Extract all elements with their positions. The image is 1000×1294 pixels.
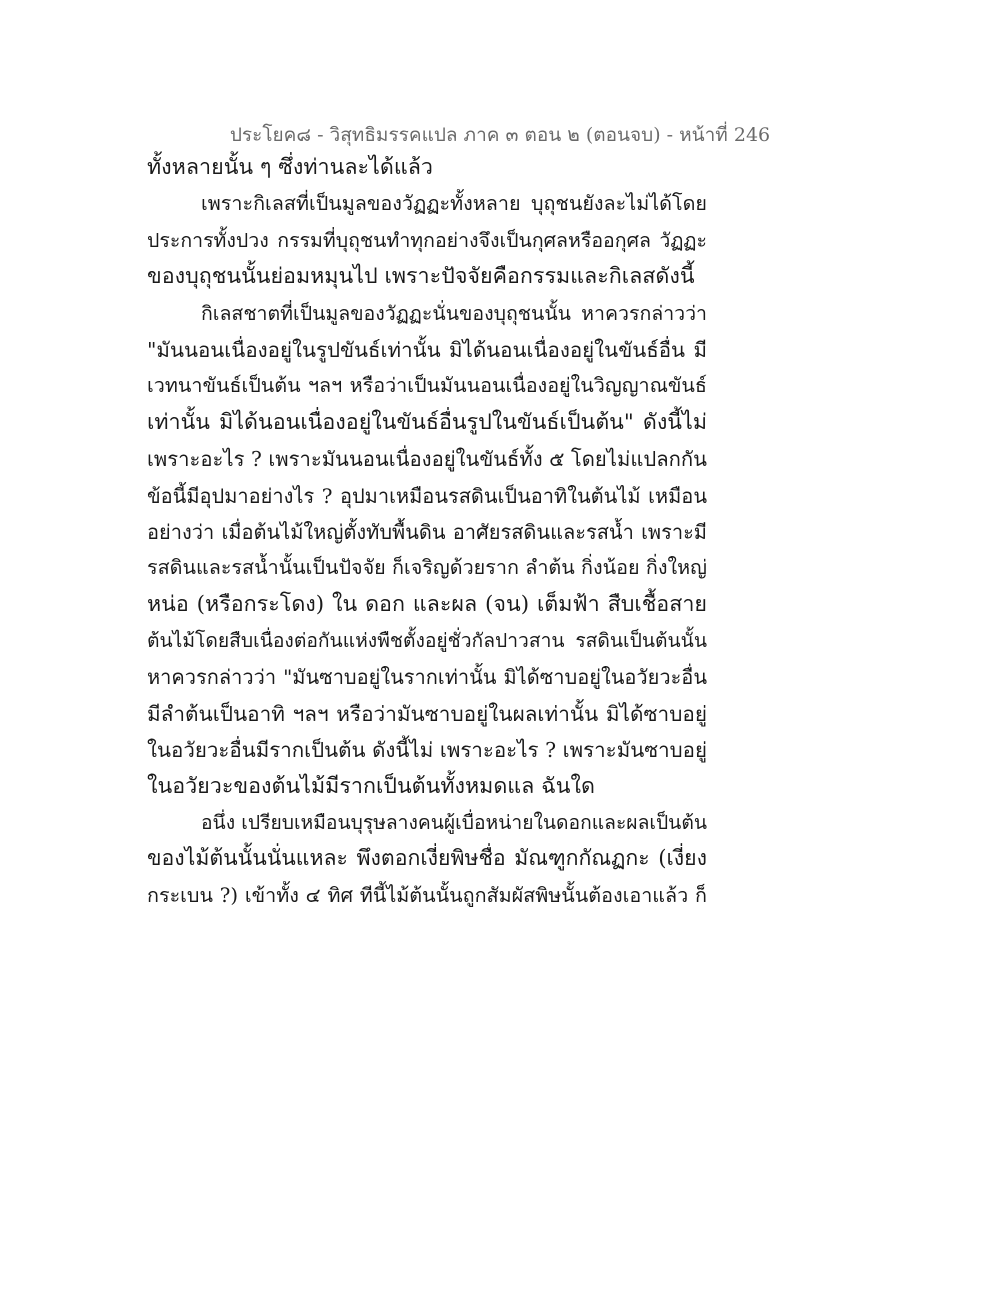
running-header: ประโยค๘ - วิสุทธิมรรคแปล ภาค ๓ ตอน ๒ (ตอนจบ) - หน้าที่ 246 <box>229 124 771 146</box>
body-text <box>147 150 707 914</box>
text-line: เวทนาขันธ์เป็นต้น ฯลฯ หรือว่าเป็นมันนอนเนื่องอยู่ในวิญญาณขันธ์ <box>147 374 707 398</box>
text-line: "มันนอนเนื่องอยู่ในรูปขันธ์เท่านั้น มิได้นอนเนื่องอยู่ในขันธ์อื่น มี <box>147 337 707 362</box>
text-line: ทั้งหลายนั้น ๆ ซึ่งท่านละได้แล้ว <box>147 155 433 180</box>
text-line: หาควรกล่าวว่า "มันซาบอยู่ในรากเท่านั้น มิได้ซาบอยู่ในอวัยวะอื่น <box>147 665 707 690</box>
text-line: อนึ่ง เปรียบเหมือนบุรุษลางคนผู้เบื่อหน่ายในดอกและผลเป็นต้น <box>201 811 707 835</box>
text-line: อย่างว่า เมื่อต้นไม้ใหญ่ตั้งทับพื้นดิน อาศัยรสดินและรสน้ำ เพราะมี <box>147 519 707 544</box>
text-line: ของบุถุชนนั้นย่อมหมุนไป เพราะปัจจัยคือกรรมและกิเลสดังนี้ <box>147 264 695 290</box>
text-line: รสดินและรสน้ำนั้นเป็นปัจจัย ก็เจริญด้วยราก ลำต้น กิ่งน้อย กิ่งใหญ่ <box>147 556 707 580</box>
text-line: ข้อนี้มีอุปมาอย่างไร ? อุปมาเหมือนรสดินเป็นอาทิในต้นไม้ เหมือน <box>147 483 707 508</box>
text-line: ในอวัยวะของต้นไม้มีรากเป็นต้นทั้งหมดแล ฉันใด <box>147 773 595 799</box>
text-line: ของไม้ต้นนั้นนั่นแหละ พึงตอกเงี่ยพิษชื่อ มัณฑูกกัณฏกะ (เงี่ยง <box>147 846 707 872</box>
text-line: มีลำต้นเป็นอาทิ ฯลฯ หรือว่ามันซาบอยู่ในผลเท่านั้น มิได้ซาบอยู่ <box>147 701 707 726</box>
text-line: หน่อ (หรือกระโดง) ใน ดอก และผล (จน) เต็มฟ้า สืบเชื้อสาย <box>147 591 707 617</box>
text-line: เพราะกิเลสที่เป็นมูลของวัฏฏะทั้งหลาย บุถุชนยังละไม่ได้โดย <box>201 192 707 216</box>
text-line: เพราะอะไร ? เพราะมันนอนเนื่องอยู่ในขันธ์ทั้ง ๕ โดยไม่แปลกกัน <box>147 447 707 472</box>
text-line: ต้นไม้โดยสืบเนื่องต่อกันแห่งพืชตั้งอยู่ชั่วกัลปาวสาน รสดินเป็นต้นนั้น <box>147 629 707 653</box>
text-line: กิเลสชาตที่เป็นมูลของวัฏฏะนั่นของบุถุชนนั้น หาควรกล่าวว่า <box>201 301 707 325</box>
text-line: กระเบน ?) เข้าทั้ง ๔ ทิศ ทีนี้ไม้ต้นนั้นถูกสัมผัสพิษนั้นต้องเอาแล้ว ก็ <box>147 883 707 907</box>
text-line: ประการทั้งปวง กรรมที่บุถุชนทำทุกอย่างจึงเป็นกุศลหรืออกุศล วัฏฏะ <box>147 228 707 252</box>
text-line: เท่านั้น มิได้นอนเนื่องอยู่ในขันธ์อื่นรูปในขันธ์เป็นต้น" ดังนี้ไม่ <box>147 409 707 435</box>
text-line: ในอวัยวะอื่นมีรากเป็นต้น ดังนี้ไม่ เพราะอะไร ? เพราะมันซาบอยู่ <box>147 738 707 763</box>
